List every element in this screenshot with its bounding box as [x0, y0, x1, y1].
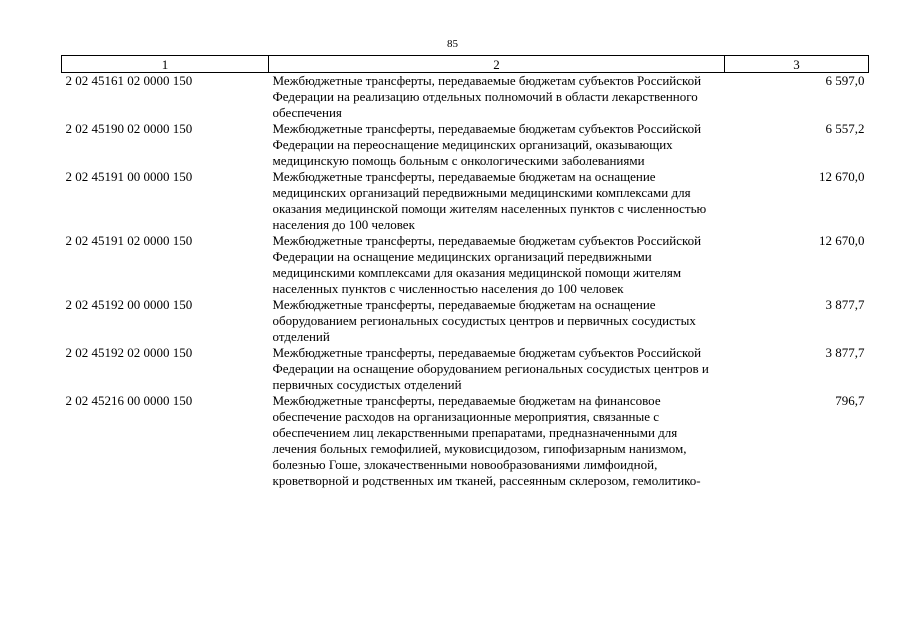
row-code: 2 02 45190 02 0000 150: [65, 121, 193, 136]
row-code: 2 02 45192 02 0000 150: [65, 345, 193, 360]
row-description: Межбюджетные трансферты, передаваемые бюджетам на оснащение медицинских организаций передвижными медицинскими комплексами для оказания медицинской помощи жителям населенных пунктов с численностью населения до 100 человек: [272, 169, 707, 232]
header-row: [62, 56, 869, 73]
budget-table: [61, 55, 869, 489]
page-number: 85: [447, 38, 458, 50]
row-description: Межбюджетные трансферты, передаваемые бюджетам субъектов Российской Федерации на оснащение медицинских организаций передвижными медицинскими комплексами для оказания медицинской помощи жителям населенных пунктов с численностью населения до 100 человек: [272, 233, 702, 296]
table-row: [62, 393, 869, 489]
table-row: [62, 73, 869, 122]
row-description: Межбюджетные трансферты, передаваемые бюджетам субъектов Российской Федерации на оснащение оборудованием региональных сосудистых центров и первичных сосудистых отделений: [272, 345, 709, 392]
row-description: Межбюджетные трансферты, передаваемые бюджетам на финансовое обеспечение расходов на организационные мероприятия, связанные с обеспечением лиц лекарственными препаратами, предназначенными для лечения больных гемофилией, муковисцидозом, гипофизарным нанизмом, болезнью Гоше, злокачественными новообразованиями лимфоидной, кроветворной и родственных им тканей, рассеянным склерозом, гемолитико-: [272, 393, 701, 488]
table-row: [62, 233, 869, 297]
table-row: [62, 297, 869, 345]
row-code: 2 02 45216 00 0000 150: [65, 393, 193, 408]
row-code: 2 02 45191 02 0000 150: [65, 233, 193, 248]
row-amount: 6 557,2: [825, 121, 865, 136]
row-amount: 3 877,7: [825, 297, 865, 312]
row-amount: 796,7: [835, 393, 865, 408]
row-code: 2 02 45191 00 0000 150: [65, 169, 193, 184]
column-header-3: 3: [725, 56, 869, 73]
row-amount: 12 670,0: [819, 169, 865, 184]
row-amount: 6 597,0: [825, 73, 865, 88]
table-row: [62, 169, 869, 233]
row-amount: 12 670,0: [819, 233, 865, 248]
row-amount: 3 877,7: [825, 345, 865, 360]
row-code: 2 02 45192 00 0000 150: [65, 297, 193, 312]
row-code: 2 02 45161 02 0000 150: [65, 73, 193, 88]
table-row: [62, 345, 869, 393]
column-header-2: 2: [269, 56, 725, 73]
row-description: Межбюджетные трансферты, передаваемые бюджетам субъектов Российской Федерации на переоснащение медицинских организаций, оказывающих медицинскую помощь больным с онкологическими заболеваниями: [272, 121, 702, 168]
table-row: [62, 121, 869, 169]
column-header-1: 1: [62, 56, 269, 73]
row-description: Межбюджетные трансферты, передаваемые бюджетам на оснащение оборудованием региональных сосудистых центров и первичных сосудистых отделений: [272, 297, 696, 344]
row-description: Межбюджетные трансферты, передаваемые бюджетам субъектов Российской Федерации на реализацию отдельных полномочий в области лекарственного обеспечения: [272, 73, 702, 120]
